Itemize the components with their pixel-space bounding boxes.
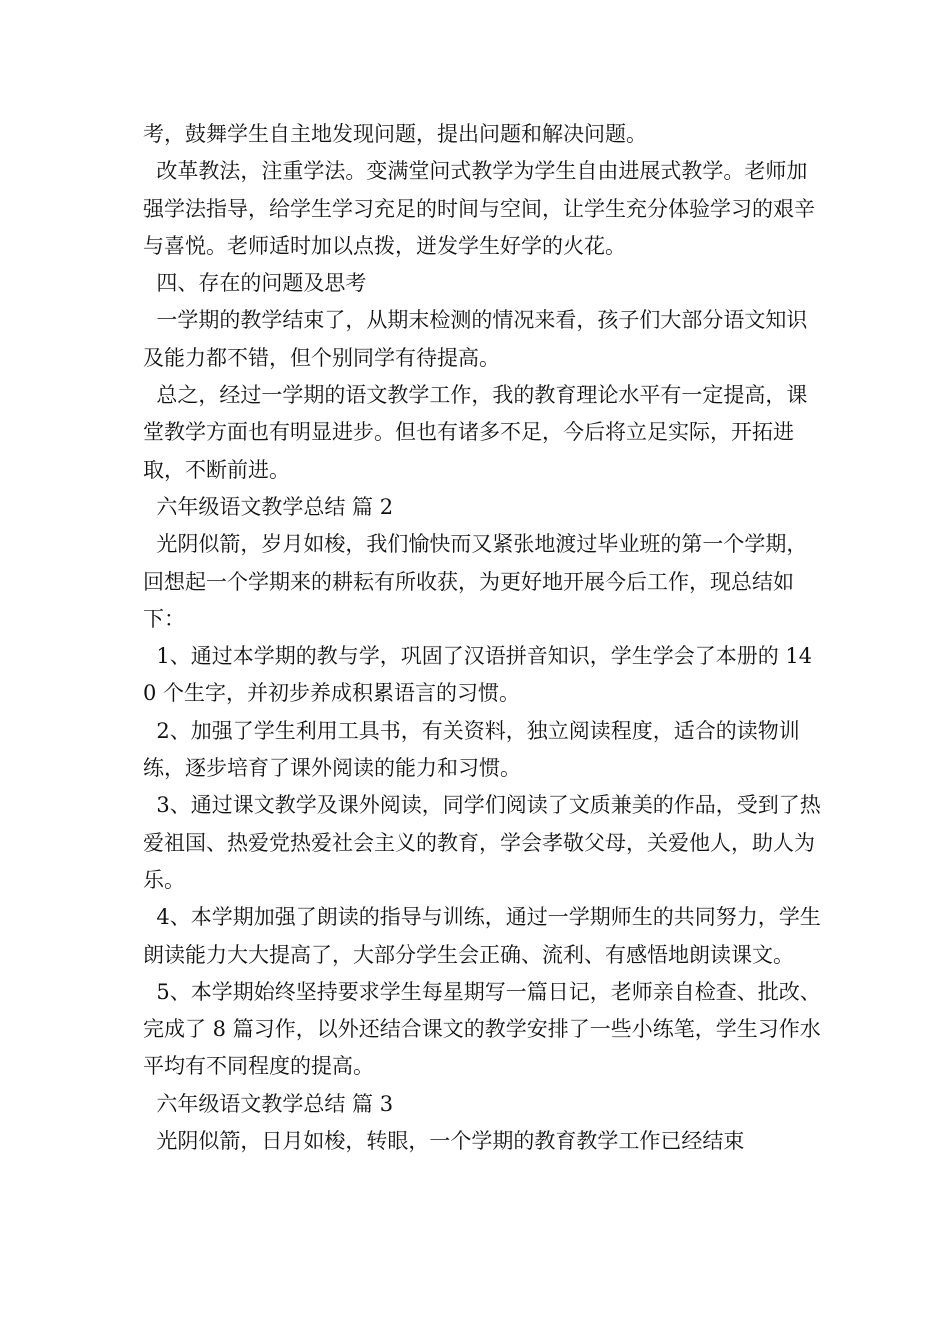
- list-item-1: 1、通过本学期的教与学，巩固了汉语拼音知识，学生学会了本册的 140 个生字，并初步养成积累语言的习惯。: [143, 644, 813, 706]
- section-heading-4: 四、存在的问题及思考: [143, 271, 367, 296]
- paragraph-1: 考，鼓舞学生自主地发现问题，提出问题和解决问题。: [143, 122, 647, 146]
- paragraph-5: 光阴似箭，岁月如梭，我们愉快而又紧张地渡过毕业班的第一个学期，回想起一个学期来的耕耘有所收获，为更好地开展今后工作，现总结如下：: [143, 532, 808, 631]
- list-item-2: 2、加强了学生利用工具书，有关资料，独立阅读程度，适合的读物训练，逐步培育了课外阅读的能力和习惯。: [143, 718, 800, 781]
- paragraph-2: 改革教法，注重学法。变满堂问式教学为学生自由进展式教学。老师加强学法指导，给学生学习充足的时间与空间，让学生充分体验学习的艰辛与喜悦。老师适时加以点拨，迸发学生好学的火花。: [143, 159, 815, 258]
- paragraph-3: 一学期的教学结束了，从期末检测的情况来看，孩子们大部分语文知识及能力都不错，但个别同学有待提高。: [143, 308, 808, 370]
- document-body: [143, 116, 823, 1160]
- article-title-3: 六年级语文教学总结 篇 3: [143, 1091, 394, 1116]
- list-item-3: 3、通过课文教学及课外阅读，同学们阅读了文质兼美的作品，受到了热爱祖国、热爱党热爱社会主义的教育，学会孝敬父母，关爱他人，助人为乐。: [143, 793, 821, 892]
- article-title-2: 六年级语文教学总结 篇 2: [143, 494, 394, 519]
- list-item-4: 4、本学期加强了朗读的指导与训练，通过一学期师生的共同努力，学生朗读能力大大提高了，大部分学生会正确、流利、有感悟地朗读课文。: [143, 905, 821, 967]
- paragraph-6: 光阴似箭，日月如梭，转眼，一个学期的教育教学工作已经结束: [143, 1129, 745, 1154]
- list-item-5: 5、本学期始终坚持要求学生每星期写一篇日记，老师亲自检查、批改、完成了 8 篇习作，以外还结合课文的教学安排了一些小练笔，学生习作水平均有不同程度的提高。: [143, 979, 821, 1079]
- paragraph-4: 总之，经过一学期的语文教学工作，我的教育理论水平有一定提高，课堂教学方面也有明显进步。但也有诸多不足，今后将立足实际，开拓进取，不断前进。: [143, 383, 808, 482]
